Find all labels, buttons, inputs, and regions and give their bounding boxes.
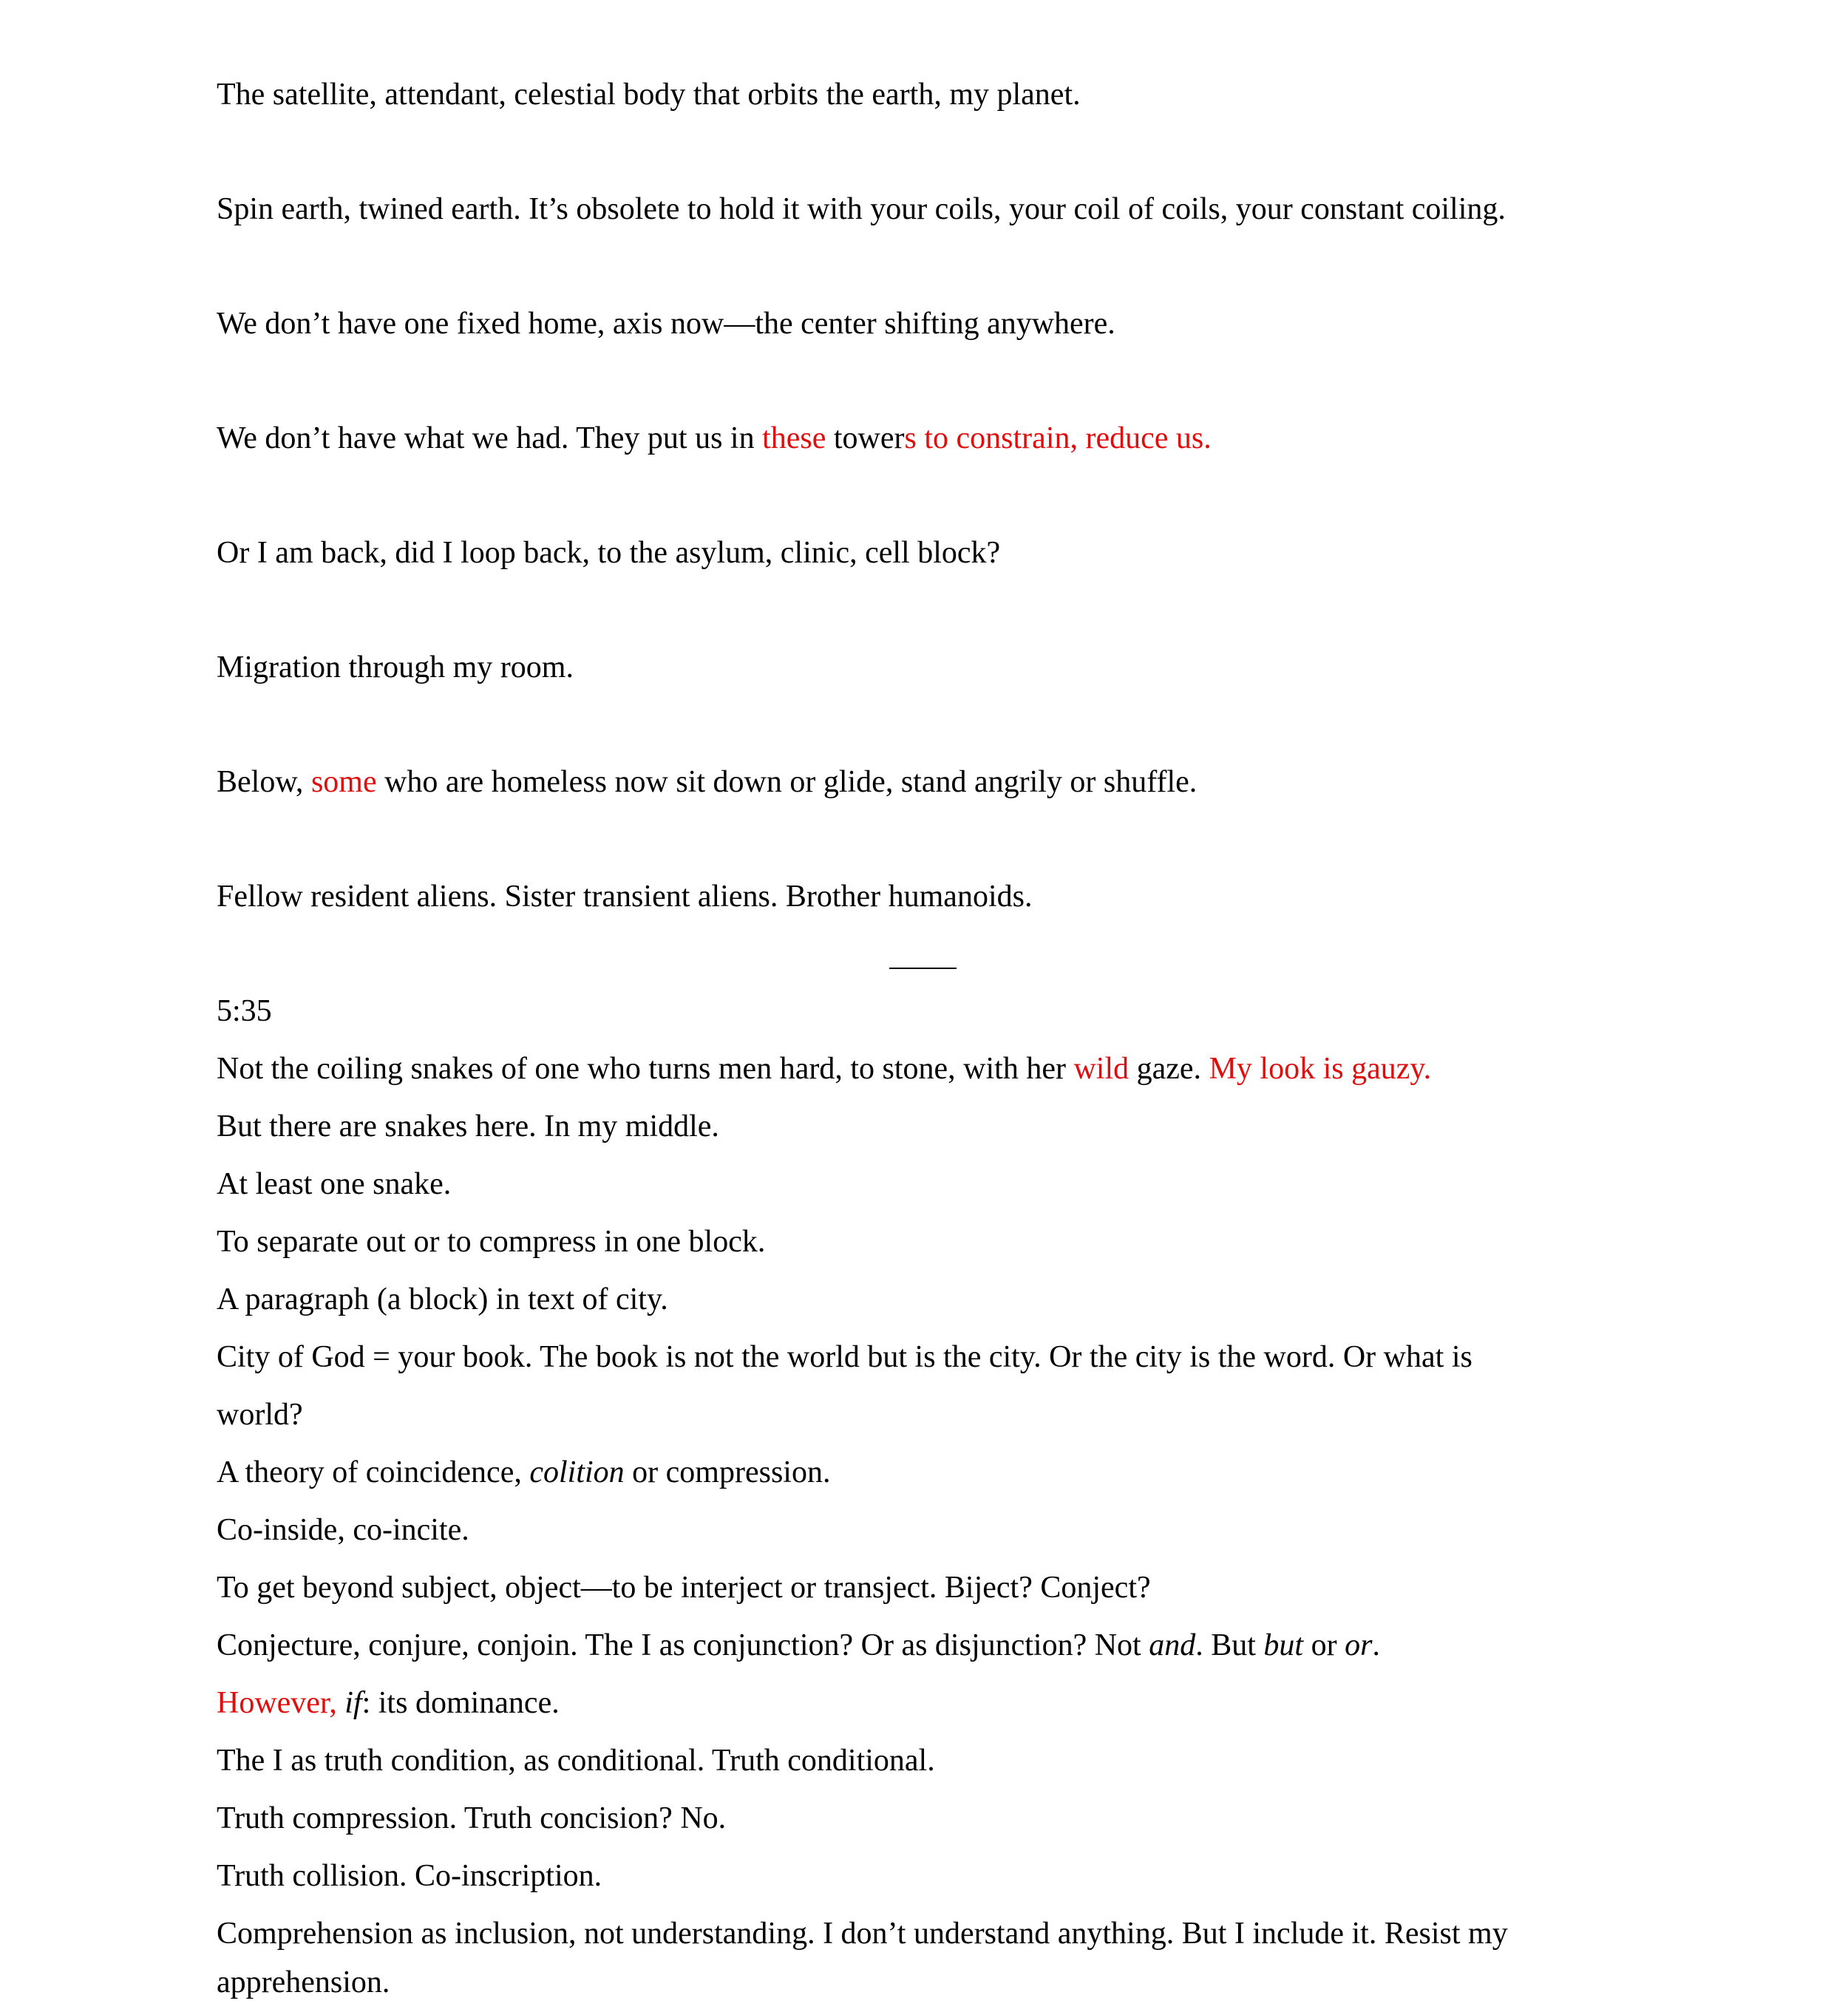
highlighted-text: some — [310, 765, 377, 799]
verse-line — [217, 1674, 560, 1732]
stanza-line — [217, 180, 1506, 238]
text-segment: The I as truth condition, as conditional. Truth conditional. — [217, 1744, 935, 1778]
text-segment: . — [1372, 1628, 1380, 1662]
text-segment: Comprehension as inclusion, not understanding. I don’t understand anything. But I include it. Resist my — [217, 1917, 1508, 1951]
verse-line — [217, 1905, 1508, 1962]
italic-text: but — [1263, 1628, 1304, 1662]
highlighted-text: s to constrain, reduce us. — [904, 421, 1212, 455]
highlighted-text: My look is gauzy. — [1209, 1052, 1432, 1086]
text-segment: Truth compression. Truth concision? No. — [217, 1801, 727, 1835]
verse-line — [217, 1271, 668, 1328]
section-time — [217, 982, 272, 1040]
text-segment: or compression. — [624, 1455, 831, 1489]
verse-line — [217, 1213, 765, 1271]
text-segment: Conjecture, conjure, conjoin. The I as conjunction? Or as disjunction? Not — [217, 1628, 1149, 1662]
stanza-line — [217, 295, 1115, 353]
verse-line — [217, 1444, 830, 1501]
stanza-line — [217, 524, 1000, 582]
stanza-line — [217, 868, 1032, 925]
text-segment: To get beyond subject, object—to be interject or transject. Biject? Conject? — [217, 1571, 1151, 1605]
text-segment: who are homeless now sit down or glide, stand angrily or shuffle. — [376, 765, 1198, 799]
verse-line — [217, 1501, 469, 1559]
verse-line — [217, 1732, 935, 1790]
text-segment: A theory of coincidence, — [217, 1455, 530, 1489]
text-segment: Truth collision. Co-inscription. — [217, 1859, 602, 1893]
verse-line — [217, 1328, 1472, 1386]
italic-text: if — [344, 1686, 362, 1720]
text-segment: tower — [826, 421, 905, 455]
text-segment: Co-inside, co-incite. — [217, 1513, 469, 1547]
italic-text: or — [1345, 1628, 1373, 1662]
text-segment: Fellow resident aliens. Sister transient aliens. Brother humanoids. — [217, 880, 1033, 914]
verse-line — [217, 1559, 1151, 1617]
verse-line — [217, 1617, 1380, 1674]
verse-line — [217, 1847, 602, 1905]
text-segment: We don’t have what we had. They put us in — [217, 421, 763, 455]
stanza-line — [217, 753, 1197, 811]
verse-line — [217, 1155, 451, 1213]
text-segment: or — [1303, 1628, 1345, 1662]
highlighted-text: However, — [217, 1686, 345, 1720]
text-segment: A paragraph (a block) in text of city. — [217, 1282, 668, 1316]
text-segment: To separate out or to compress in one block. — [217, 1225, 766, 1259]
verse-line — [217, 1954, 390, 2011]
text-segment: Migration through my room. — [217, 650, 574, 684]
verse-line — [217, 1386, 303, 1444]
text-segment: : its dominance. — [361, 1686, 560, 1720]
italic-text: and — [1149, 1628, 1196, 1662]
stanza-line — [217, 409, 1212, 467]
text-segment: We don’t have one fixed home, axis now—the center shifting anywhere. — [217, 307, 1115, 341]
text-segment: gaze. — [1129, 1052, 1209, 1086]
stanza-line — [217, 66, 1081, 123]
stanza-line — [217, 639, 574, 696]
text-segment: City of God = your book. The book is not the world but is the city. Or the city is the word. Or what is — [217, 1340, 1472, 1374]
verse-line — [217, 1790, 726, 1847]
time-label: 5:35 — [217, 994, 272, 1028]
text-segment: Or I am back, did I loop back, to the asylum, clinic, cell block? — [217, 536, 1001, 570]
text-segment: Below, — [217, 765, 311, 799]
text-segment: At least one snake. — [217, 1167, 452, 1201]
text-segment: world? — [217, 1398, 303, 1432]
text-segment: . But — [1195, 1628, 1264, 1662]
text-segment: Spin earth, twined earth. It’s obsolete to hold it with your coils, your coil of coils, your constant coiling. — [217, 192, 1506, 226]
text-segment: But there are snakes here. In my middle. — [217, 1109, 719, 1143]
highlighted-text: these — [762, 421, 826, 455]
verse-line — [217, 1098, 719, 1155]
text-segment: apprehension. — [217, 1965, 390, 1999]
verse-line — [217, 1040, 1431, 1098]
section-divider — [889, 968, 957, 969]
highlighted-text: wild — [1073, 1052, 1129, 1086]
italic-text: colition — [529, 1455, 625, 1489]
text-segment: The satellite, attendant, celestial body that orbits the earth, my planet. — [217, 78, 1081, 112]
text-segment: Not the coiling snakes of one who turns men hard, to stone, with her — [217, 1052, 1074, 1086]
